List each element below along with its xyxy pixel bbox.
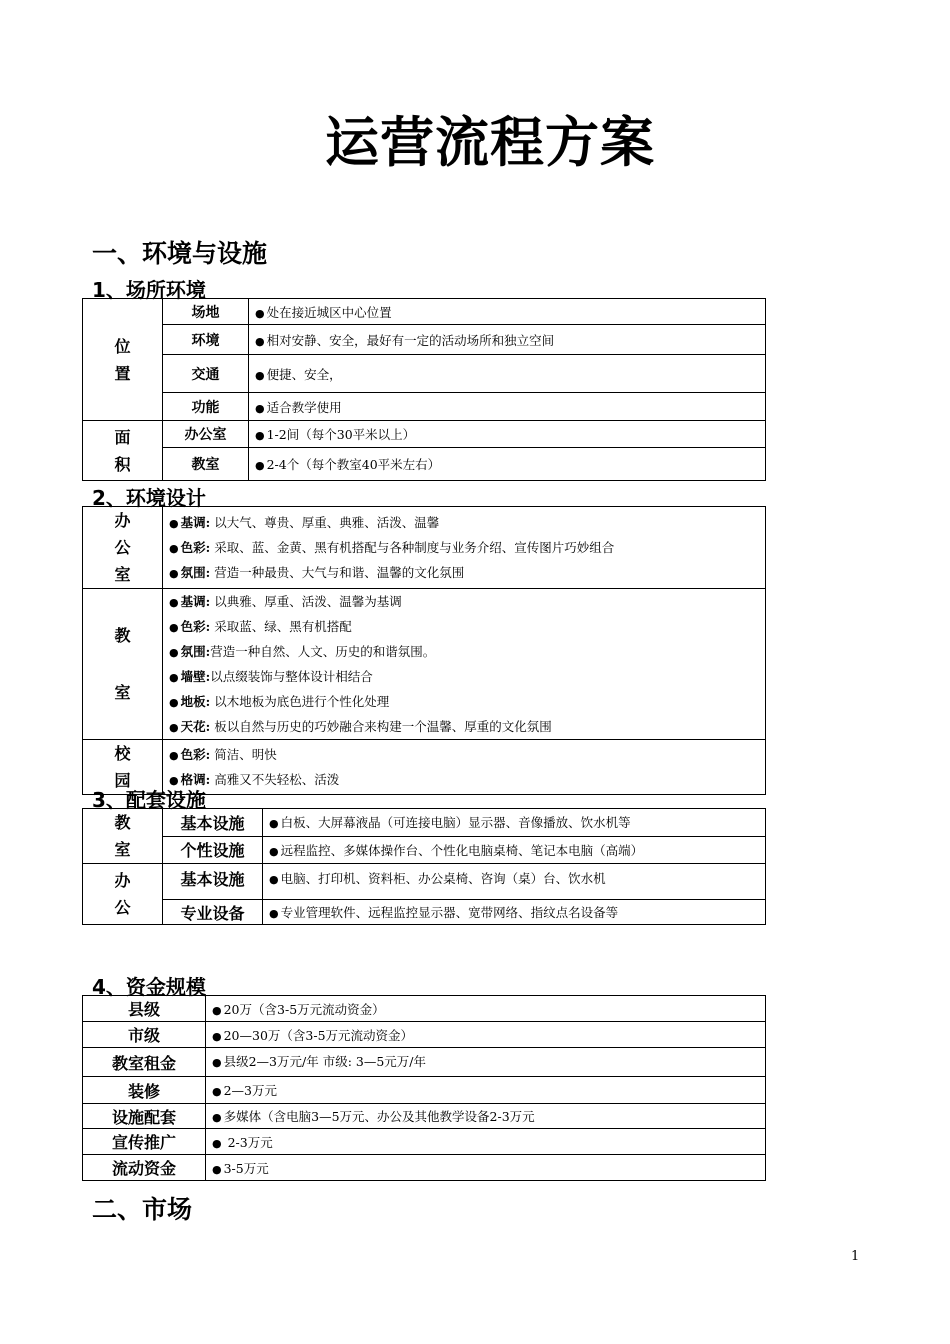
funding-row-label: 县级 bbox=[83, 996, 206, 1022]
venue-row-value: ● 相对安静、安全，最好有一定的活动场所和独立空间 bbox=[249, 325, 766, 355]
venue-row-label: 功能 bbox=[163, 393, 249, 421]
position-label-2: 置 bbox=[114, 363, 131, 383]
facility-row-label: 基本设施 bbox=[163, 864, 263, 900]
subheading-venue: 1、场所环境 bbox=[92, 278, 206, 302]
position-label-cell bbox=[83, 299, 163, 421]
subheading-design: 2、环境设计 bbox=[92, 486, 206, 510]
bullet-icon: ● bbox=[169, 696, 179, 709]
bullet-icon: ● bbox=[269, 907, 279, 920]
page-title: 运营流程方案 bbox=[325, 111, 655, 174]
funding-row-label: 教室租金 bbox=[83, 1048, 206, 1077]
venue-row-value: ● 适合教学使用 bbox=[249, 393, 766, 421]
bullet-icon: ● bbox=[255, 401, 265, 415]
area-label-2: 积 bbox=[114, 454, 131, 474]
bullet-icon: ● bbox=[169, 596, 179, 609]
bullet-icon: ● bbox=[169, 517, 179, 530]
venue-table bbox=[82, 298, 766, 481]
table-row bbox=[83, 448, 766, 481]
bullet-icon: ● bbox=[169, 749, 179, 762]
facility-row-label: 专业设备 bbox=[163, 900, 263, 925]
list-item: ● 墙壁:以点缀装饰与整体设计相结合 bbox=[169, 669, 373, 684]
bullet-icon: ● bbox=[212, 1056, 222, 1069]
bullet-icon: ● bbox=[169, 774, 179, 787]
classroom-items-cell bbox=[163, 589, 766, 740]
venue-row-value: ● 处在接近城区中心位置 bbox=[249, 299, 766, 325]
funding-row-value: ● 2—3万元 bbox=[206, 1077, 766, 1104]
funding-row-label: 流动资金 bbox=[83, 1155, 206, 1181]
table-row bbox=[83, 1077, 766, 1104]
list-item: ● 氛围: 营造一种最贵、大气与和谐、温馨的文化氛围 bbox=[169, 565, 465, 580]
area-row-label: 办公室 bbox=[163, 421, 249, 448]
funding-table bbox=[82, 995, 766, 1181]
classroom-label-cell: 教 室 bbox=[83, 589, 163, 740]
facility-row-label: 基本设施 bbox=[163, 809, 263, 837]
table-row bbox=[83, 507, 766, 589]
table-row bbox=[83, 1048, 766, 1077]
funding-row-value: ● 20—30万（含3-5万元流动资金） bbox=[206, 1022, 766, 1048]
bullet-icon: ● bbox=[212, 1003, 222, 1017]
bullet-icon: ● bbox=[269, 844, 279, 858]
funding-row-value: ● 20万（含3-5万元流动资金） bbox=[206, 996, 766, 1022]
list-item: ● 基调: 以大气、尊贵、厚重、典雅、活泼、温馨 bbox=[169, 515, 440, 530]
funding-row-value: ● 多媒体（含电脑3—5万元、办公及其他教学设备2-3万元 bbox=[206, 1104, 766, 1129]
bullet-icon: ● bbox=[269, 873, 279, 886]
bullet-icon: ● bbox=[212, 1136, 222, 1150]
office-items-cell bbox=[163, 507, 766, 589]
venue-row-value: ● 便捷、安全， bbox=[249, 355, 766, 393]
table-row bbox=[83, 900, 766, 925]
funding-row-value: ● 县级2—3万元/年 市级: 3—5元万/年 bbox=[206, 1048, 766, 1077]
classroom-facilities-label: 教 室 bbox=[83, 809, 163, 864]
list-item: ● 天花: 板以自然与历史的巧妙融合来构建一个温馨、厚重的文化氛围 bbox=[169, 719, 552, 734]
bullet-icon: ● bbox=[169, 567, 179, 580]
section-heading-environment: 一、环境与设施 bbox=[92, 239, 268, 268]
table-row bbox=[83, 1104, 766, 1129]
bullet-icon: ● bbox=[269, 817, 279, 831]
table-row bbox=[83, 355, 766, 393]
table-row bbox=[83, 1022, 766, 1048]
page-number: 1 bbox=[851, 1249, 860, 1264]
venue-row-label: 环境 bbox=[163, 325, 249, 355]
campus-label-cell: 校 园 bbox=[83, 740, 163, 795]
venue-row-label: 交通 bbox=[163, 355, 249, 393]
table-row bbox=[83, 836, 766, 864]
venue-row-label: 场地 bbox=[163, 299, 249, 325]
table-row bbox=[83, 864, 766, 900]
bullet-icon: ● bbox=[255, 368, 265, 382]
list-item: ● 色彩: 采取蓝、绿、黑有机搭配 bbox=[169, 619, 352, 634]
bullet-icon: ● bbox=[169, 721, 179, 734]
bullet-icon: ● bbox=[212, 1162, 222, 1176]
funding-row-value: ● 2-3万元 bbox=[206, 1129, 766, 1155]
area-label-cell bbox=[83, 421, 163, 481]
bullet-icon: ● bbox=[255, 306, 265, 320]
office-label-cell: 办 公 室 bbox=[83, 507, 163, 589]
design-table bbox=[82, 506, 766, 795]
funding-row-label: 设施配套 bbox=[83, 1104, 206, 1129]
table-row bbox=[83, 1155, 766, 1181]
table-row bbox=[83, 299, 766, 325]
facility-row-value: ● 远程监控、多媒体操作台、个性化电脑桌椅、笔记本电脑（高端） bbox=[263, 836, 766, 864]
bullet-icon: ● bbox=[169, 542, 179, 555]
funding-row-value: ● 3-5万元 bbox=[206, 1155, 766, 1181]
facility-row-value: ● 白板、大屏幕液晶（可连接电脑）显示器、音像播放、饮水机等 bbox=[263, 809, 766, 837]
facilities-table bbox=[82, 808, 766, 925]
campus-items-cell bbox=[163, 740, 766, 795]
list-item: ● 格调: 高雅又不失轻松、活泼 bbox=[169, 772, 340, 787]
bullet-icon: ● bbox=[255, 429, 265, 442]
bullet-icon: ● bbox=[169, 621, 179, 634]
list-item: ● 色彩: 简洁、明快 bbox=[169, 747, 277, 762]
area-row-value: ● 1-2间（每个30平米以上） bbox=[249, 421, 766, 448]
table-row bbox=[83, 996, 766, 1022]
table-row bbox=[83, 1129, 766, 1155]
funding-row-label: 市级 bbox=[83, 1022, 206, 1048]
funding-row-label: 装修 bbox=[83, 1077, 206, 1104]
funding-row-label: 宣传推广 bbox=[83, 1129, 206, 1155]
bullet-icon: ● bbox=[255, 334, 265, 348]
subheading-facilities: 3、配套设施 bbox=[92, 788, 206, 812]
office-facilities-label: 办 公 bbox=[83, 864, 163, 925]
table-row bbox=[83, 809, 766, 837]
list-item: ● 氛围:营造一种自然、人文、历史的和谐氛围。 bbox=[169, 644, 436, 659]
area-label-1: 面 bbox=[114, 427, 131, 447]
section-heading-market: 二、市场 bbox=[92, 1195, 193, 1224]
facility-row-value: ● 专业管理软件、远程监控显示器、宽带网络、指纹点名设备等 bbox=[263, 900, 766, 925]
list-item: ● 色彩: 采取、蓝、金黄、黑有机搭配与各种制度与业务介绍、宣传图片巧妙组合 bbox=[169, 540, 615, 555]
list-item: ● 基调: 以典雅、厚重、活泼、温馨为基调 bbox=[169, 594, 402, 609]
table-row bbox=[83, 325, 766, 355]
subheading-funding: 4、资金规模 bbox=[92, 975, 206, 999]
list-item: ● 地板: 以木地板为底色进行个性化处理 bbox=[169, 694, 390, 709]
bullet-icon: ● bbox=[212, 1111, 222, 1124]
table-row bbox=[83, 393, 766, 421]
bullet-icon: ● bbox=[212, 1085, 222, 1098]
bullet-icon: ● bbox=[169, 646, 179, 659]
table-row bbox=[83, 421, 766, 448]
facility-row-value: ● 电脑、打印机、资料柜、办公桌椅、咨询（桌）台、饮水机 bbox=[263, 864, 766, 900]
area-row-value: ● 2-4个（每个教室40平米左右） bbox=[249, 448, 766, 481]
table-row bbox=[83, 589, 766, 740]
area-row-label: 教室 bbox=[163, 448, 249, 481]
bullet-icon: ● bbox=[255, 459, 265, 472]
bullet-icon: ● bbox=[212, 1029, 222, 1043]
bullet-icon: ● bbox=[169, 671, 179, 684]
facility-row-label: 个性设施 bbox=[163, 836, 263, 864]
position-label-1: 位 bbox=[114, 336, 131, 356]
